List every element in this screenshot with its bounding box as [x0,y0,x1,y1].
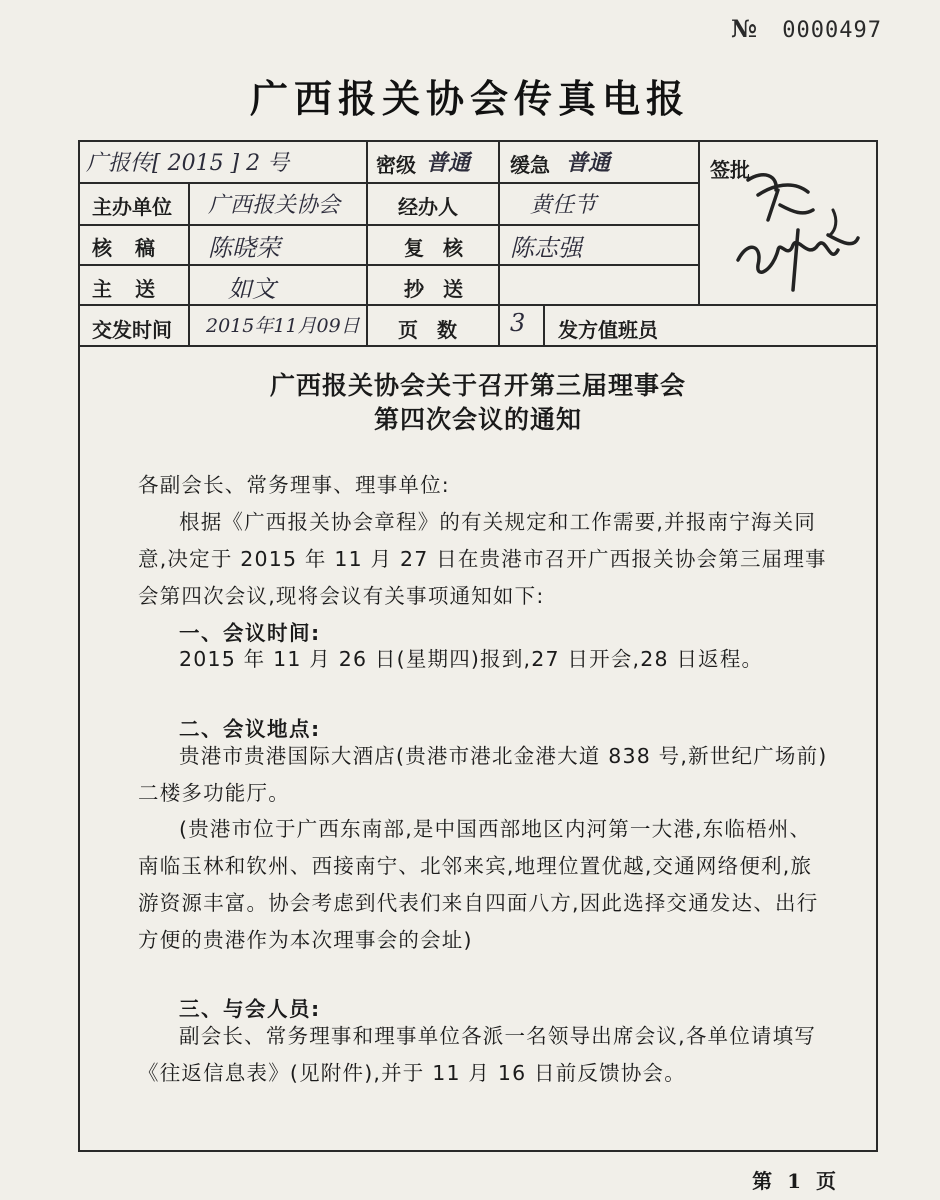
body-frame-bottom [78,1150,878,1152]
serial-prefix: № [730,14,759,43]
form-line-bottom [78,345,878,347]
review-label: 复 核 [404,236,469,260]
form-vline-e [543,304,545,345]
handler-value: 黄任节 [530,193,597,218]
sponsor-value: 广西报关协会 [208,193,341,218]
intro-paragraph: 根据《广西报关协会章程》的有关规定和工作需要,并报南宁海关同意,决定于 2015 年 11 月 27 日在贵港市召开广西报关协会第三届理事会第四次会议,现将会议有关事项通知如下: [138,510,827,608]
sent-time-value: 2015年11月09日 [206,315,360,337]
review-value: 陈志强 [510,234,582,262]
section3-body: 副会长、常务理事和理事单位各派一名领导出席会议,各单位请填写《往返信息表》(见附件),并于 11 月 16 日前反馈协会。 [138,1024,817,1085]
section2-note: (贵港市位于广西东南部,是中国西部地区内河第一大港,东临梧州、南临玉林和钦州、西接南宁、北邻来宾,地理位置优越,交通网络便利,旅游资源丰富。协会考虑到代表们来自四面八方,因此选择交通发达、出行方便的贵港作为本次理事会的会址) [138,817,819,952]
sent-time-label: 交发时间 [92,318,172,342]
form-line-top-right [698,140,878,142]
cc-label: 抄 送 [404,277,469,301]
form-vline-right [876,140,878,345]
notice-title-line1: 广西报关协会关于召开第三届理事会 [269,371,686,400]
form-line-3 [78,264,698,266]
page-number: 第 1 页 [752,1169,840,1193]
urgency-value: 普通 [566,150,611,176]
draft-label: 核 稿 [92,236,163,260]
to-label: 主 送 [92,277,163,301]
section1-heading: 一、会议时间: [179,621,321,645]
pages-label: 页 数 [398,318,463,342]
notice-title-line2: 第四次会议的通知 [373,405,582,434]
secrecy-value: 普通 [426,150,471,176]
section2-body: 贵港市贵港国际大酒店(贵港市港北金港大道 838 号,新世纪广场前)二楼多功能厅。 [138,744,828,805]
serial-value: 0000497 [782,18,882,43]
form-vline-a [188,182,190,345]
approval-label: 签批 [710,158,750,182]
doc-number: 广报传[ 2015 ] 2 号 [86,151,290,176]
body-frame-left [78,345,80,1150]
form-vline-left [78,140,80,345]
form-vline-b [366,140,368,345]
duty-label: 发方值班员 [558,318,658,342]
draft-value: 陈晓荣 [208,234,280,262]
header-form [78,140,878,345]
form-line-4 [78,304,878,306]
section2-heading: 二、会议地点: [179,717,321,741]
sponsor-label: 主办单位 [92,195,172,219]
form-line-top [78,140,698,142]
form-line-2 [78,224,698,226]
section3-heading: 三、与会人员: [179,997,321,1021]
handler-label: 经办人 [398,195,458,219]
form-vline-d [698,140,700,304]
urgency-label: 缓急 [510,153,550,177]
section1-body: 2015 年 11 月 26 日(星期四)报到,27 日开会,28 日返程。 [179,647,764,671]
body-frame-right [876,345,878,1150]
document-title: 广西报关协会传真电报 [249,77,690,121]
approval-signature [718,150,868,300]
pages-value: 3 [510,309,526,337]
form-line-1 [78,182,698,184]
salutation: 各副会长、常务理事、理事单位: [138,473,450,497]
to-value: 如文 [228,275,276,303]
secrecy-label: 密级 [376,153,416,177]
form-vline-c [498,140,500,345]
serial-number [731,14,882,43]
